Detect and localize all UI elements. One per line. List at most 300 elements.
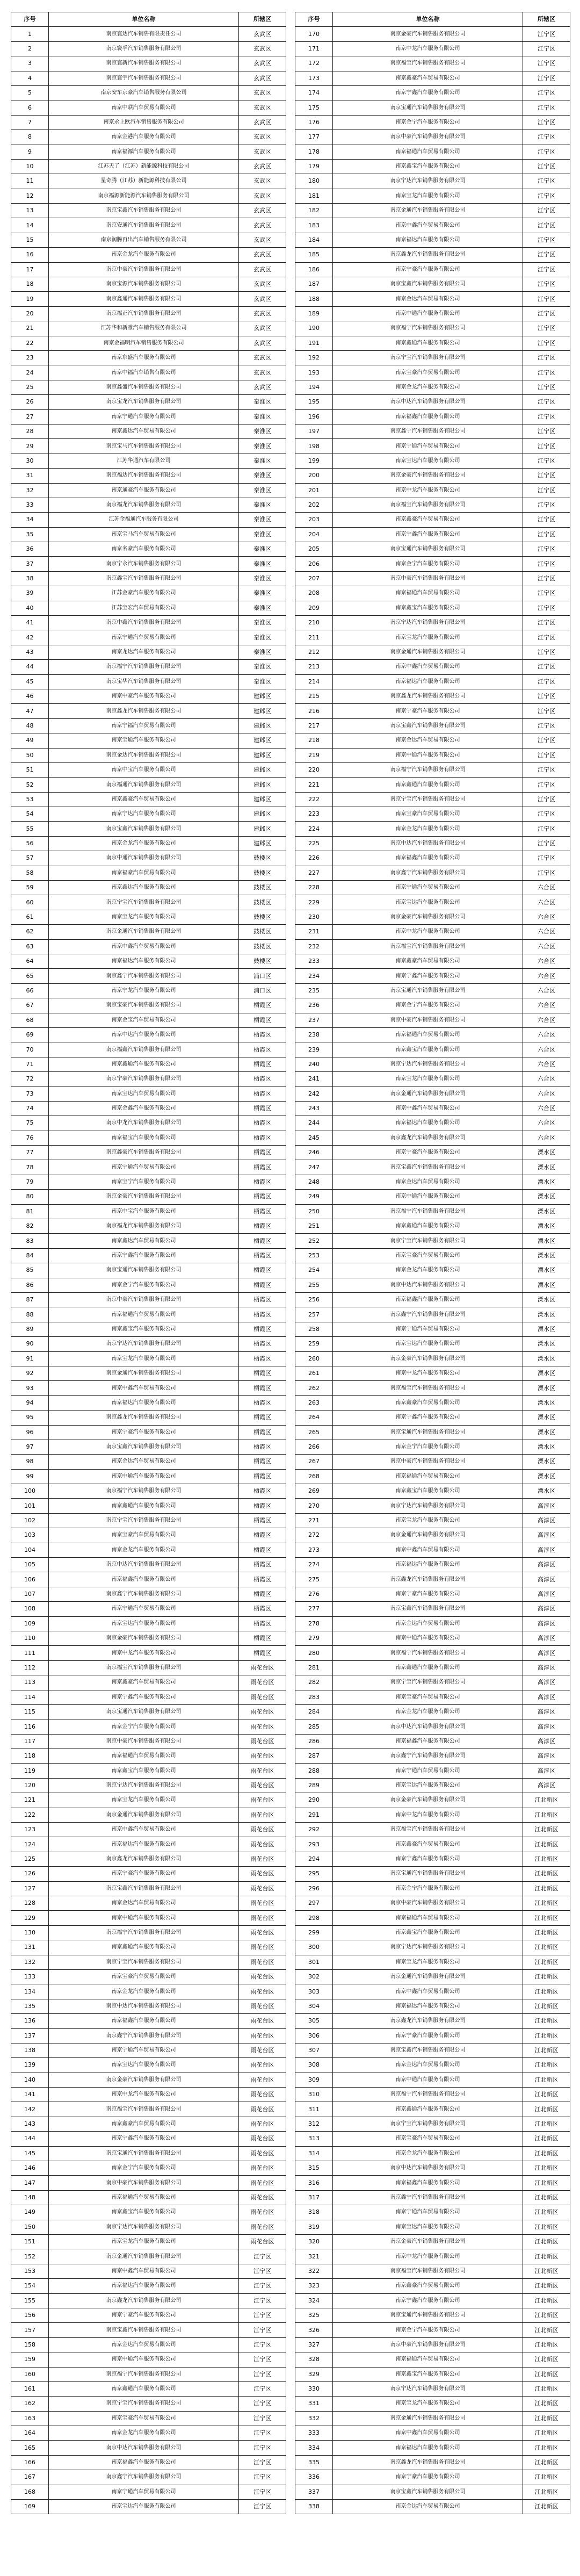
row-district: 江北新区 (523, 2161, 570, 2176)
row-district: 江北新区 (523, 1808, 570, 1822)
row-district: 雨花台区 (239, 2220, 286, 2234)
row-district: 玄武区 (239, 174, 286, 189)
row-seq: 51 (11, 762, 49, 777)
table-row (11, 1381, 286, 1395)
table-row (11, 2102, 286, 2117)
row-company-name: 南京中豪汽车销售服务有限公司 (49, 1734, 239, 1748)
row-seq: 52 (11, 778, 49, 792)
row-company-name: 南京中豪汽车销售服务有限公司 (333, 571, 523, 586)
table-row (295, 2308, 570, 2322)
row-company-name: 南京宝龙汽车服务有限公司 (333, 2397, 523, 2411)
row-company-name: 南京金龙汽车服务有限公司 (49, 248, 239, 262)
row-district: 溧水区 (523, 1146, 570, 1160)
row-company-name: 南京鑫宝汽车服务有限公司 (333, 1042, 523, 1057)
row-seq: 174 (295, 85, 333, 100)
table-row (295, 1558, 570, 1572)
row-seq: 15 (11, 233, 49, 247)
row-seq: 196 (295, 409, 333, 424)
row-seq: 177 (295, 130, 333, 145)
row-seq: 302 (295, 1969, 333, 1984)
row-district: 雨花台区 (239, 2146, 286, 2161)
row-district: 六合区 (523, 1131, 570, 1145)
row-district: 鼓楼区 (239, 939, 286, 954)
row-company-name: 南京福龙汽车销售服务有限公司 (49, 1219, 239, 1234)
table-row (295, 1175, 570, 1189)
row-seq: 93 (11, 1381, 49, 1395)
row-district: 栖霞区 (239, 1292, 286, 1307)
table-row (295, 1057, 570, 1071)
row-company-name: 南京宁通汽车贸易有限公司 (49, 2043, 239, 2057)
table-row (295, 350, 570, 365)
table-row (295, 836, 570, 851)
row-district: 雨花台区 (239, 2132, 286, 2146)
row-district: 秦淮区 (239, 571, 286, 586)
row-district: 江北新区 (523, 2073, 570, 2087)
table-row (295, 2323, 570, 2337)
row-company-name: 南京宝达汽车服务有限公司 (49, 2500, 239, 2514)
table-row (295, 983, 570, 998)
row-company-name: 南京鑫通汽车服务有限公司 (49, 2381, 239, 2396)
row-seq: 123 (11, 1823, 49, 1837)
table-row (11, 836, 286, 851)
row-company-name: 南京福宁汽车销售服务有限公司 (49, 660, 239, 674)
row-district: 雨花台区 (239, 1999, 286, 2013)
row-district: 雨花台区 (239, 1778, 286, 1793)
row-company-name: 南京宝华汽车销售服务有限公司 (49, 674, 239, 689)
table-row (11, 1411, 286, 1425)
row-district: 雨花台区 (239, 2102, 286, 2117)
row-company-name: 南京宝鑫汽车销售服务有限公司 (333, 2043, 523, 2057)
row-district: 六合区 (523, 1116, 570, 1131)
row-district: 雨花台区 (239, 1984, 286, 1999)
table-row (11, 1146, 286, 1160)
row-seq: 256 (295, 1292, 333, 1307)
table-row (11, 910, 286, 924)
row-company-name: 南京金宁汽车服务有限公司 (333, 2323, 523, 2337)
row-seq: 115 (11, 1704, 49, 1719)
row-district: 玄武区 (239, 365, 286, 380)
row-seq: 101 (11, 1499, 49, 1513)
tables-container (11, 12, 569, 2514)
table-row (295, 2455, 570, 2470)
row-district: 江北新区 (523, 2028, 570, 2043)
table-row (295, 1719, 570, 1734)
row-district: 雨花台区 (239, 1911, 286, 1925)
table-row (295, 2234, 570, 2249)
table-row (295, 2073, 570, 2087)
row-company-name: 南京鑫豪汽车贸易有限公司 (333, 2279, 523, 2293)
row-company-name: 南京中龙汽车服务有限公司 (333, 2249, 523, 2264)
row-company-name: 南京鑫通汽车服务有限公司 (49, 1940, 239, 1955)
row-district: 六合区 (523, 1101, 570, 1116)
table-row (11, 2088, 286, 2102)
row-company-name: 南京福达汽车服务有限公司 (333, 233, 523, 247)
row-seq: 32 (11, 483, 49, 498)
row-district: 雨花台区 (239, 2161, 286, 2176)
row-seq: 46 (11, 689, 49, 703)
row-district: 溧水区 (523, 1425, 570, 1440)
row-seq: 55 (11, 822, 49, 836)
table-row (295, 424, 570, 438)
row-company-name: 南京宝通汽车销售服务有限公司 (333, 1425, 523, 1440)
row-seq: 39 (11, 586, 49, 601)
table-row (11, 2381, 286, 2396)
row-company-name: 南京金通汽车销售服务有限公司 (333, 1528, 523, 1543)
table-row (295, 1381, 570, 1395)
row-seq: 241 (295, 1072, 333, 1086)
row-company-name: 南京宝豪汽车贸易有限公司 (333, 2132, 523, 2146)
table-row (11, 2397, 286, 2411)
table-row (11, 925, 286, 939)
row-district: 江宁区 (523, 527, 570, 542)
row-company-name: 南京中宝汽车服务有限公司 (49, 1204, 239, 1219)
row-district: 江北新区 (523, 2485, 570, 2499)
row-company-name: 南京鑫龙汽车销售服务有限公司 (333, 2014, 523, 2028)
row-seq: 244 (295, 1116, 333, 1131)
row-company-name: 南京宝鑫汽车销售服务有限公司 (333, 277, 523, 292)
row-district: 秦淮区 (239, 483, 286, 498)
row-district: 鼓楼区 (239, 954, 286, 969)
row-district: 鼓楼区 (239, 881, 286, 895)
row-company-name: 南京宁福汽车贸易有限公司 (49, 718, 239, 733)
table-row (295, 2102, 570, 2117)
row-district: 六合区 (523, 1057, 570, 1071)
table-row (295, 1263, 570, 1278)
row-district: 江北新区 (523, 2190, 570, 2205)
table-row (11, 1719, 286, 1734)
row-seq: 161 (11, 2381, 49, 2396)
row-seq: 260 (295, 1351, 333, 1366)
table-row (295, 2500, 570, 2514)
row-company-name: 南京中龙汽车服务有限公司 (333, 1808, 523, 1822)
table-row (295, 1469, 570, 1484)
table-row (11, 2117, 286, 2131)
table-row (295, 1351, 570, 1366)
row-district: 江北新区 (523, 2088, 570, 2102)
table-row (11, 2500, 286, 2514)
row-seq: 203 (295, 513, 333, 527)
row-company-name: 南京宝达汽车服务有限公司 (333, 1778, 523, 1793)
row-company-name: 南京中达汽车销售服务有限公司 (333, 2161, 523, 2176)
table-row (295, 851, 570, 866)
row-company-name: 南京金达汽车贸易有限公司 (333, 2058, 523, 2073)
row-district: 雨花台区 (239, 1793, 286, 1808)
row-district: 玄武区 (239, 306, 286, 321)
row-company-name: 南京金福明汽车销售服务有限公司 (49, 336, 239, 350)
row-company-name: 南京中达汽车服务有限公司 (49, 1027, 239, 1042)
table-row (295, 1204, 570, 1219)
row-district: 栖霞区 (239, 1616, 286, 1631)
row-district: 鼓楼区 (239, 866, 286, 880)
row-company-name: 南京金豪汽车销售服务有限公司 (333, 1793, 523, 1808)
table-row (11, 1027, 286, 1042)
row-seq: 119 (11, 1764, 49, 1778)
row-seq: 191 (295, 336, 333, 350)
row-district: 江北新区 (523, 2234, 570, 2249)
table-row (11, 778, 286, 792)
row-seq: 330 (295, 2381, 333, 2396)
row-company-name: 南京宝豪汽车贸易有限公司 (333, 807, 523, 822)
row-company-name: 南京金达汽车贸易有限公司 (333, 1616, 523, 1631)
row-district: 玄武区 (239, 27, 286, 41)
table-row (295, 292, 570, 306)
table-row (11, 1425, 286, 1440)
table-row (11, 306, 286, 321)
row-seq: 222 (295, 792, 333, 807)
row-district: 江宁区 (523, 395, 570, 409)
row-company-name: 南京金龙汽车服务有限公司 (49, 836, 239, 851)
row-seq: 179 (295, 159, 333, 174)
row-district: 栖霞区 (239, 1219, 286, 1234)
row-seq: 253 (295, 1248, 333, 1263)
row-seq: 138 (11, 2043, 49, 2057)
table-row (11, 1660, 286, 1675)
row-seq: 212 (295, 645, 333, 659)
row-district: 玄武区 (239, 145, 286, 159)
row-company-name: 南京鑫宝汽车服务有限公司 (49, 1322, 239, 1336)
row-district: 高淳区 (523, 1616, 570, 1631)
row-company-name: 南京中豪汽车销售服务有限公司 (49, 262, 239, 277)
table-row (11, 1837, 286, 1852)
row-company-name: 南京宝鑫汽车销售服务有限公司 (333, 2485, 523, 2499)
row-district: 江宁区 (239, 2441, 286, 2455)
row-seq: 135 (11, 1999, 49, 2013)
table-row (295, 527, 570, 542)
row-company-name: 南京中达汽车销售服务有限公司 (333, 836, 523, 851)
row-company-name: 南京宁通汽车服务有限公司 (49, 409, 239, 424)
table-row (11, 262, 286, 277)
row-district: 江宁区 (523, 233, 570, 247)
table-row (295, 807, 570, 822)
table-row (295, 1616, 570, 1631)
row-district: 栖霞区 (239, 1042, 286, 1057)
row-company-name: 南京宝龙汽车服务有限公司 (333, 1955, 523, 1969)
table-row (295, 2337, 570, 2352)
row-company-name: 南京福通汽车贸易有限公司 (333, 1469, 523, 1484)
row-seq: 62 (11, 925, 49, 939)
row-company-name: 南京中通汽车服务有限公司 (49, 1469, 239, 1484)
row-seq: 300 (295, 1940, 333, 1955)
row-district: 江北新区 (523, 1984, 570, 1999)
table-row (295, 218, 570, 233)
row-company-name: 南京鑫宝汽车服务有限公司 (333, 601, 523, 615)
row-district: 栖霞区 (239, 998, 286, 1013)
row-district: 秦淮区 (239, 409, 286, 424)
row-seq: 185 (295, 248, 333, 262)
row-district: 江宁区 (239, 2323, 286, 2337)
row-district: 江宁区 (523, 409, 570, 424)
row-company-name: 南京鑫豪汽车销售服务有限公司 (49, 1146, 239, 1160)
row-district: 六合区 (523, 881, 570, 895)
table-row (295, 2220, 570, 2234)
table-row (295, 1072, 570, 1086)
row-district: 六合区 (523, 1086, 570, 1101)
table-row (295, 306, 570, 321)
row-seq: 94 (11, 1395, 49, 1410)
row-district: 栖霞区 (239, 1528, 286, 1543)
row-company-name: 南京宝通汽车销售服务有限公司 (333, 100, 523, 115)
table-row (11, 1204, 286, 1219)
row-district: 浦口区 (239, 969, 286, 983)
row-seq: 231 (295, 925, 333, 939)
table-row (11, 439, 286, 454)
row-seq: 155 (11, 2293, 49, 2308)
row-company-name: 南京宁宝汽车销售服务有限公司 (49, 1955, 239, 1969)
row-company-name: 南京中龙汽车服务有限公司 (49, 1646, 239, 1660)
header-seq: 序号 (295, 12, 333, 27)
row-district: 栖霞区 (239, 1013, 286, 1027)
row-company-name: 南京鑫龙汽车销售服务有限公司 (333, 689, 523, 703)
table-row (295, 277, 570, 292)
table-row (11, 1440, 286, 1454)
row-company-name: 南京鑫达汽车贸易有限公司 (49, 1234, 239, 1248)
row-district: 秦淮区 (239, 586, 286, 601)
row-seq: 59 (11, 881, 49, 895)
table-row (295, 704, 570, 718)
table-row (11, 174, 286, 189)
row-district: 江宁区 (523, 424, 570, 438)
table-row (295, 1749, 570, 1764)
row-seq: 110 (11, 1631, 49, 1645)
row-district: 六合区 (523, 1013, 570, 1027)
row-district: 江宁区 (523, 130, 570, 145)
row-company-name: 南京宁达汽车销售服务有限公司 (333, 174, 523, 189)
row-seq: 333 (295, 2426, 333, 2441)
row-company-name: 南京中达汽车销售服务有限公司 (333, 1719, 523, 1734)
row-seq: 150 (11, 2220, 49, 2234)
row-seq: 263 (295, 1395, 333, 1410)
table-row (11, 1587, 286, 1601)
row-district: 玄武区 (239, 100, 286, 115)
row-company-name: 南京中通汽车服务有限公司 (49, 1911, 239, 1925)
row-seq: 134 (11, 1984, 49, 1999)
row-company-name: 南京宁鑫汽车服务有限公司 (333, 1411, 523, 1425)
row-company-name: 南京中龙汽车服务有限公司 (333, 925, 523, 939)
row-company-name: 南京鑫通汽车服务有限公司 (333, 1219, 523, 1234)
row-seq: 277 (295, 1602, 333, 1616)
row-seq: 329 (295, 2367, 333, 2381)
table-row (11, 881, 286, 895)
row-district: 江宁区 (523, 660, 570, 674)
row-seq: 193 (295, 365, 333, 380)
row-district: 栖霞区 (239, 1101, 286, 1116)
row-company-name: 南京金通汽车销售服务有限公司 (333, 645, 523, 659)
row-company-name: 南京金豪汽车销售服务有限公司 (333, 1351, 523, 1366)
row-seq: 314 (295, 2146, 333, 2161)
row-district: 江宁区 (523, 718, 570, 733)
row-district: 栖霞区 (239, 1057, 286, 1071)
row-seq: 228 (295, 881, 333, 895)
row-seq: 143 (11, 2117, 49, 2131)
row-company-name: 南京金达汽车贸易有限公司 (333, 292, 523, 306)
row-company-name: 南京金达汽车贸易有限公司 (49, 2337, 239, 2352)
row-company-name: 南京宝通汽车服务有限公司 (49, 733, 239, 748)
row-company-name: 南京宁通汽车贸易有限公司 (49, 1602, 239, 1616)
table-row (11, 1793, 286, 1808)
row-district: 玄武区 (239, 41, 286, 56)
row-company-name: 南京鑫宁汽车销售服务有限公司 (49, 2470, 239, 2485)
table-row (295, 954, 570, 969)
row-company-name: 南京福鑫汽车服务有限公司 (333, 1292, 523, 1307)
table-row (11, 1322, 286, 1336)
row-district: 江北新区 (523, 2293, 570, 2308)
table-row (11, 1867, 286, 1881)
row-district: 栖霞区 (239, 1411, 286, 1425)
row-district: 江宁区 (523, 469, 570, 483)
table-row (11, 1469, 286, 1484)
row-company-name: 江苏天了（江苏）新能源科技有限公司 (49, 159, 239, 174)
row-district: 江宁区 (523, 174, 570, 189)
row-seq: 225 (295, 836, 333, 851)
row-district: 江宁区 (523, 204, 570, 218)
row-district: 江宁区 (239, 2352, 286, 2367)
table-row (11, 2293, 286, 2308)
row-company-name: 南京宁达汽车销售服务有限公司 (333, 1940, 523, 1955)
table-row (295, 542, 570, 557)
row-seq: 270 (295, 1499, 333, 1513)
row-district: 高淳区 (523, 1660, 570, 1675)
row-company-name: 南京宝通汽车销售服务有限公司 (333, 983, 523, 998)
row-district: 鼓楼区 (239, 851, 286, 866)
table-row (295, 56, 570, 71)
table-row (11, 1881, 286, 1896)
row-seq: 281 (295, 1660, 333, 1675)
row-seq: 213 (295, 660, 333, 674)
table-row (11, 1734, 286, 1748)
row-company-name: 南京宝马汽车贸易有限公司 (49, 527, 239, 542)
row-seq: 249 (295, 1190, 333, 1204)
table-row (295, 866, 570, 880)
row-company-name: 江苏华通汽车有限公司 (49, 454, 239, 468)
table-row (295, 1042, 570, 1057)
table-row (295, 895, 570, 910)
table-row (295, 1660, 570, 1675)
row-district: 六合区 (523, 1072, 570, 1086)
row-district: 六合区 (523, 895, 570, 910)
row-company-name: 南京福宁汽车销售服务有限公司 (49, 1484, 239, 1499)
row-seq: 74 (11, 1101, 49, 1116)
table-row (295, 130, 570, 145)
row-district: 江宁区 (523, 56, 570, 71)
table-row (295, 881, 570, 895)
row-district: 栖霞区 (239, 1175, 286, 1189)
row-seq: 2 (11, 41, 49, 56)
row-district: 高淳区 (523, 1558, 570, 1572)
row-seq: 215 (295, 689, 333, 703)
row-district: 高淳区 (523, 1646, 570, 1660)
table-row (295, 1778, 570, 1793)
row-district: 江宁区 (523, 542, 570, 557)
row-seq: 182 (295, 204, 333, 218)
row-district: 雨花台区 (239, 2117, 286, 2131)
table-row (11, 689, 286, 703)
row-company-name: 南京金通汽车销售服务有限公司 (49, 1808, 239, 1822)
row-district: 江宁区 (523, 866, 570, 880)
row-seq: 142 (11, 2102, 49, 2117)
row-seq: 175 (295, 100, 333, 115)
table-row (295, 2249, 570, 2264)
row-seq: 61 (11, 910, 49, 924)
row-seq: 257 (295, 1307, 333, 1322)
row-seq: 84 (11, 1248, 49, 1263)
row-district: 建邺区 (239, 748, 286, 762)
row-company-name: 南京宁龙汽车服务有限公司 (49, 983, 239, 998)
table-row (295, 2367, 570, 2381)
row-seq: 31 (11, 469, 49, 483)
row-seq: 206 (295, 557, 333, 571)
table-row (11, 1278, 286, 1292)
row-district: 溧水区 (523, 1484, 570, 1499)
